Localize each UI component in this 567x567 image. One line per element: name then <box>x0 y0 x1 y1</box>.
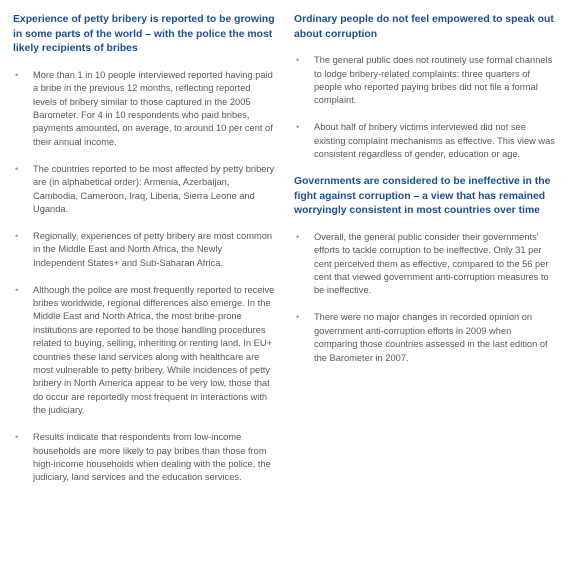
bullet-text: There were no major changes in recorded opinion on government anti-corruption efforts in 2009 when comparing those countries assessed in the last edition of the Barometer in 2007. <box>314 312 548 363</box>
bullet-text: More than 1 in 10 people interviewed reported having paid a bribe in the previous 12 months, reflecting reported levels of bribery similar to those captured in the 2005 Barometer. For 4 in 10 respondents who paid bribes, payments amounted, on average, to around 10 per cent of their annual income. <box>33 69 273 147</box>
left-bullet-list <box>13 69 275 485</box>
bullet-item <box>13 431 275 485</box>
bullet-item <box>294 54 556 108</box>
bullet-icon: • <box>15 230 19 241</box>
bullet-item <box>13 69 275 149</box>
bullet-item <box>13 163 275 217</box>
bullet-icon: • <box>296 312 300 323</box>
right-bullet-list-1 <box>294 54 556 161</box>
right-heading-empowerment: Ordinary people do not feel empowered to speak out about corruption <box>294 14 554 40</box>
left-heading: Experience of petty bribery is reported to be growing in some parts of the world – with the police the most likely recipients of bribes <box>13 14 275 55</box>
bullet-icon: • <box>296 231 300 242</box>
bullet-item <box>294 121 556 161</box>
right-bullet-list-2 <box>294 231 556 365</box>
bullet-text: Regionally, experiences of petty bribery are most common in the Middle East and North Africa, the Newly Independent States+ and Sub-Saharan Africa. <box>33 230 273 268</box>
right-column <box>294 13 556 378</box>
bullet-item <box>294 231 556 298</box>
bullet-icon: • <box>15 163 19 174</box>
bullet-text: The countries reported to be most affected by petty bribery are (in alphabetical order): Armenia, Azerbaijan, Cambodia, Cameroon, Iraq, Liberia, Sierra Leone and Uganda. <box>33 163 275 214</box>
bullet-icon: • <box>15 432 19 443</box>
bullet-icon: • <box>296 122 300 133</box>
bullet-icon: • <box>15 284 19 295</box>
left-column <box>13 13 275 498</box>
bullet-text: Results indicate that respondents from low-income households are more likely to pay bribes than those from high-income households when dealing with the police, the judiciary, land services and the education services. <box>33 432 271 483</box>
bullet-text: The general public does not routinely use formal channels to lodge bribery-related complaints: three quarters of people who reported paying bribes did not file a formal complaint. <box>314 55 553 106</box>
bullet-item <box>13 284 275 418</box>
bullet-item <box>13 230 275 270</box>
bullet-icon: • <box>296 55 300 66</box>
bullet-icon: • <box>15 69 19 80</box>
bullet-text: Overall, the general public consider their governments' efforts to tackle corruption to be ineffective. Only 31 per cent perceived them as effective, compared to the 56 per cent that viewed government anti-corruption measures to be ineffective. <box>314 231 549 296</box>
bullet-item <box>294 311 556 365</box>
bullet-text: About half of bribery victims interviewed did not see existing complaint mechanisms as effective. This view was consistent regardless of gender, education or age. <box>314 122 555 160</box>
bullet-text: Although the police are most frequently reported to receive bribes worldwide, regional differences also emerge. In the Middle East and North Africa, the most bribe-prone institutions are reported to be those handling procedures related to buying, selling, inheriting or renting land. In EU+ countries these land services along with healthcare are most vulnerable to petty bribery. While incidences of petty bribery in North America appear to be very low, those that do occur are reportedly most frequent in interactions with the judiciary. <box>33 284 275 416</box>
right-heading-governments: Governments are considered to be ineffective in the fight against corruption – a view that has remained worryingly consistent in most countries over time <box>294 176 551 217</box>
